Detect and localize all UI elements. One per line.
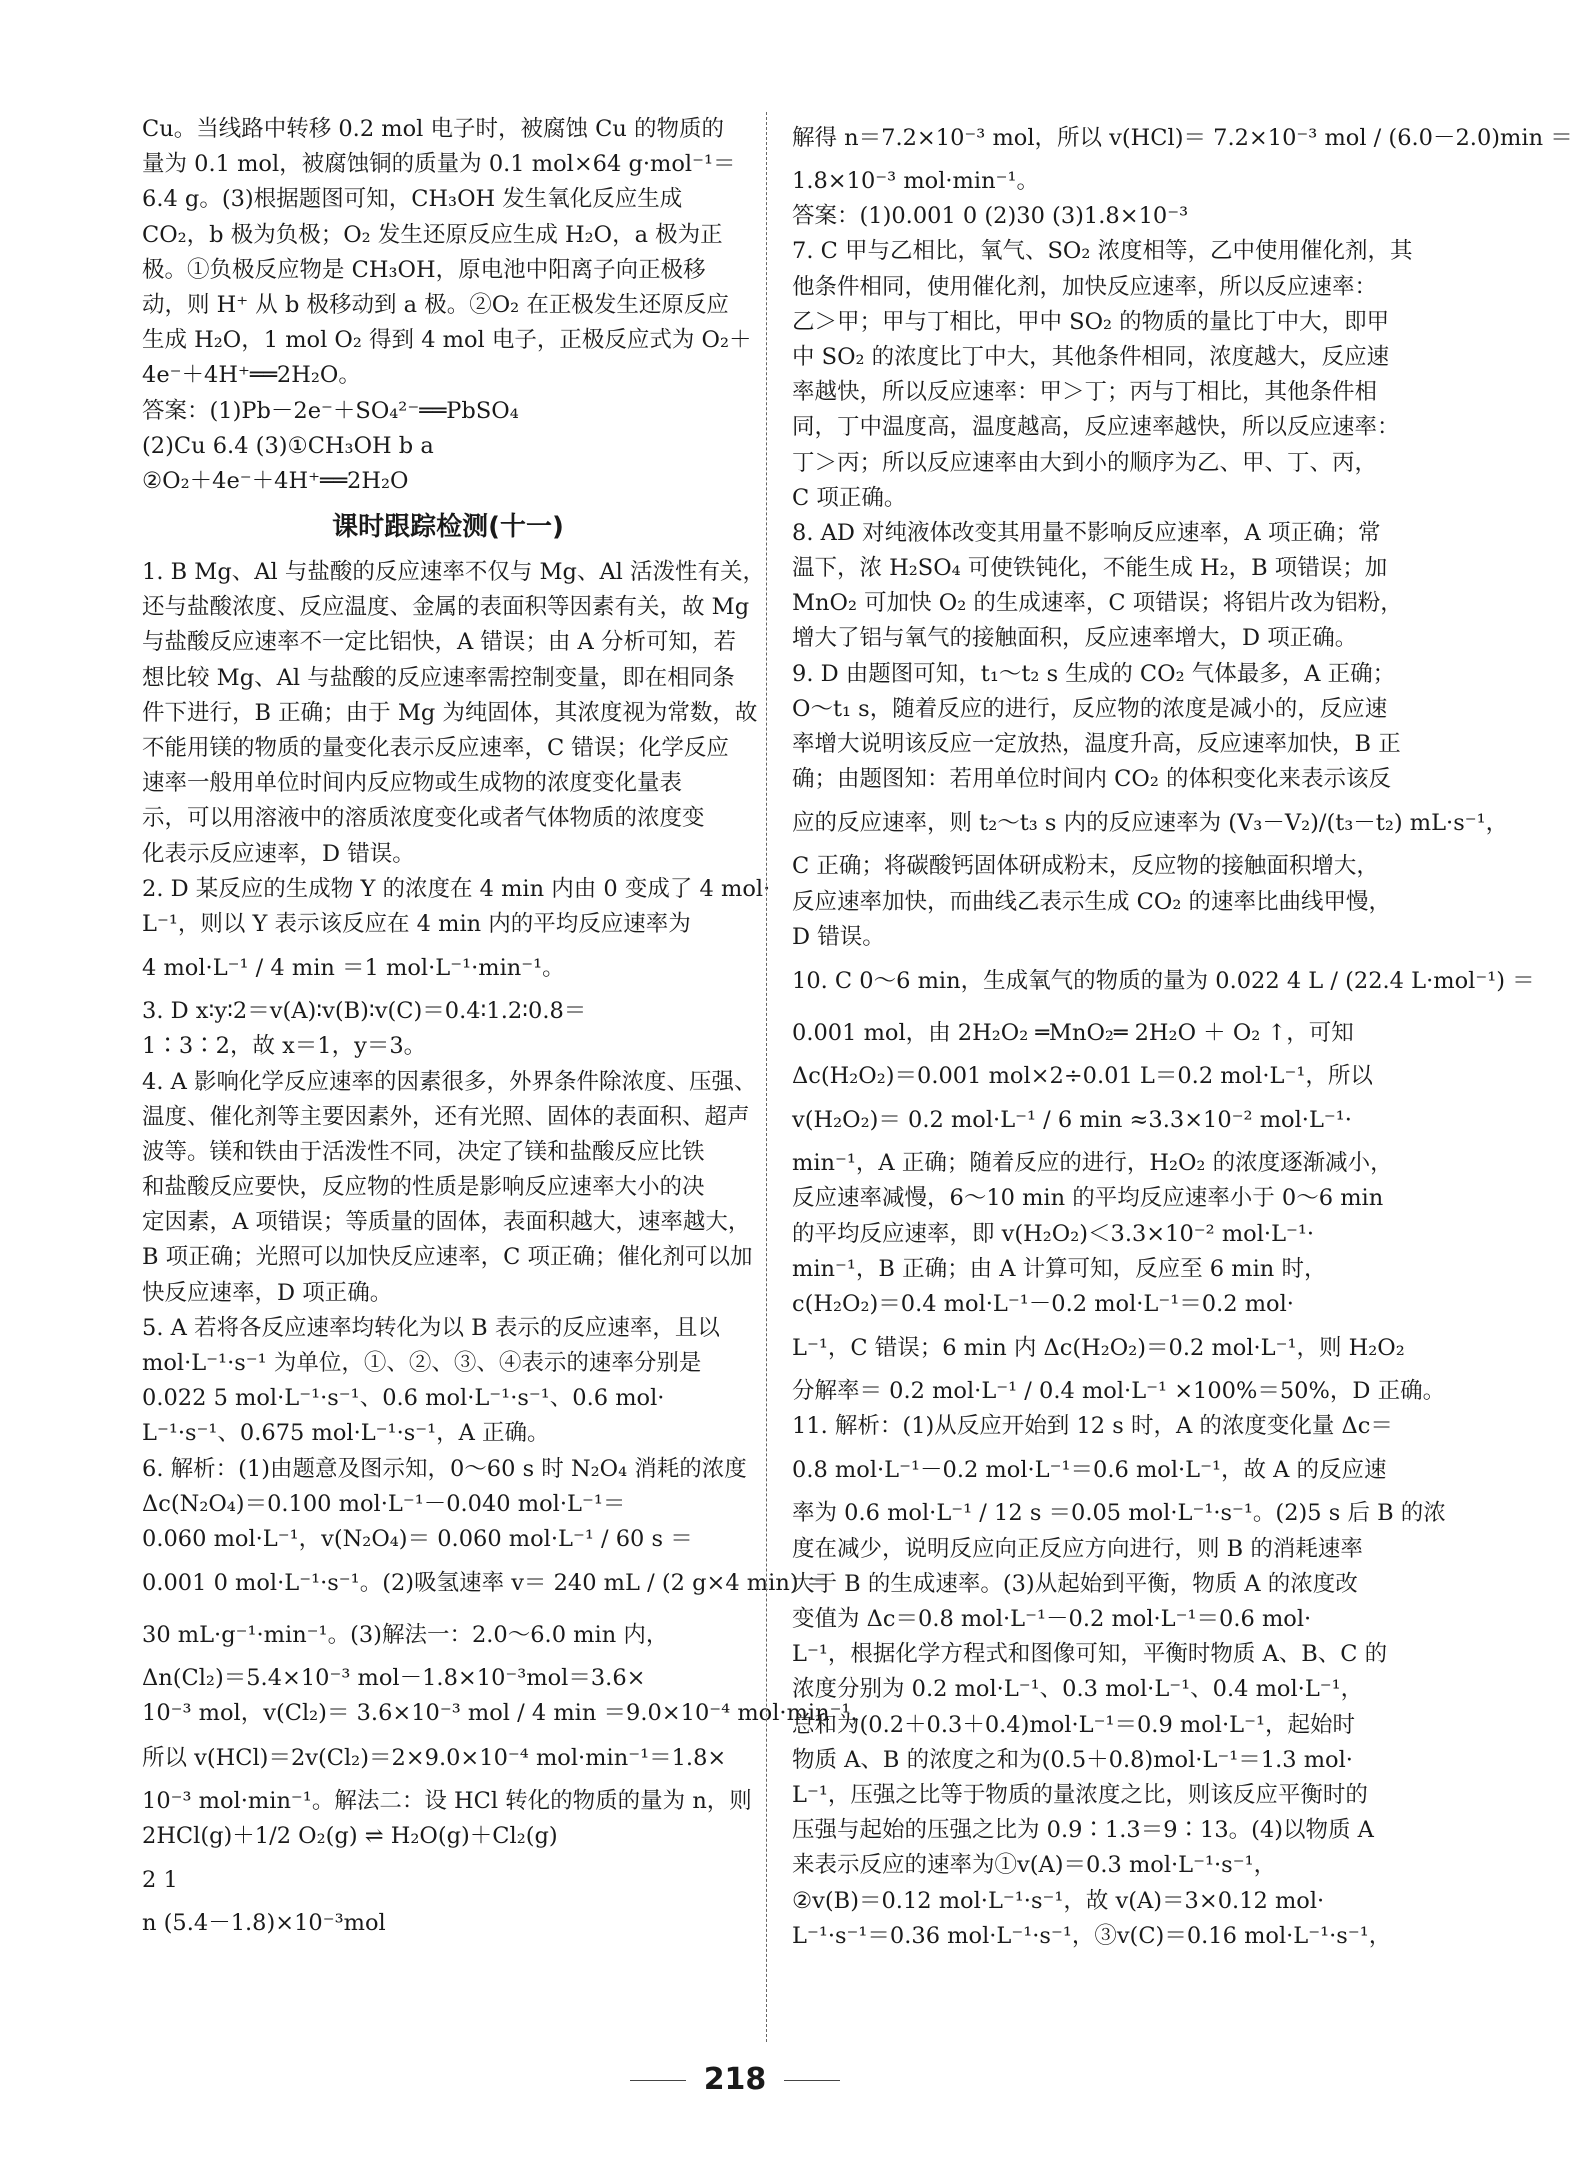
text-line: 波等。镁和铁由于活泼性不同，决定了镁和盐酸反应比铁 <box>142 1138 705 1165</box>
text-line: 2 1 <box>142 1866 178 1893</box>
text-line: 答案：(1)0.001 0 (2)30 (3)1.8×10⁻³ <box>792 203 1189 230</box>
text-line: 件下进行，B 正确；由于 Mg 为纯固体，其浓度视为常数，故 <box>142 699 758 726</box>
text-line: 4e⁻＋4H⁺══2H₂O。 <box>142 362 361 389</box>
text-line: 同，丁中温度高，温度越高，反应速率越快，所以反应速率： <box>792 414 1400 441</box>
text-line: v(H₂O₂)＝ 0.2 mol·L⁻¹ / 6 min ≈3.3×10⁻² mol·L⁻¹· <box>792 1107 1352 1134</box>
text-line: 7. C 甲与乙相比，氧气、SO₂ 浓度相等，乙中使用催化剂，其 <box>792 238 1413 265</box>
text-line: 丁＞丙；所以反应速率由大到小的顺序为乙、甲、丁、丙， <box>792 449 1378 476</box>
text-line: L⁻¹，压强之比等于物质的量浓度之比，则该反应平衡时的 <box>792 1781 1368 1808</box>
text-line: 2HCl(g)＋1/2 O₂(g) ⇌ H₂O(g)＋Cl₂(g) <box>142 1822 558 1849</box>
text-line: D 错误。 <box>792 923 885 950</box>
text-line: 10⁻³ mol·min⁻¹。解法二：设 HCl 转化的物质的量为 n，则 <box>142 1787 752 1814</box>
right-column <box>792 112 1573 1954</box>
text-line: 反应速率加快，而曲线乙表示生成 CO₂ 的速率比曲线甲慢， <box>792 888 1391 915</box>
text-line: 0.001 mol，由 2H₂O₂ ═MnO₂═ 2H₂O ＋ O₂ ↑，可知 <box>792 1019 1354 1046</box>
text-line: 9. D 由题图可知，t₁～t₂ s 生成的 CO₂ 气体最多，A 正确； <box>792 660 1396 687</box>
text-line: 定因素，A 项错误；等质量的固体，表面积越大，速率越大， <box>142 1209 751 1236</box>
text-line: 1.8×10⁻³ mol·min⁻¹。 <box>792 168 1039 194</box>
text-line: 11. 解析：(1)从反应开始到 12 s 时，A 的浓度变化量 Δc＝ <box>792 1413 1393 1440</box>
text-line: min⁻¹，A 正确；随着反应的进行，H₂O₂ 的浓度逐渐减小， <box>792 1150 1393 1177</box>
text-line: 度在减少，说明反应向正反应方向进行，则 B 的消耗速率 <box>792 1535 1363 1562</box>
text-line: 0.8 mol·L⁻¹－0.2 mol·L⁻¹＝0.6 mol·L⁻¹，故 A 的反应速 <box>792 1457 1387 1484</box>
text-line: 示，可以用溶液中的溶质浓度变化或者气体物质的浓度变 <box>142 805 705 832</box>
text-line: 确；由题图知：若用单位时间内 CO₂ 的体积变化来表示该反 <box>792 766 1391 793</box>
text-line: L⁻¹，C 错误；6 min 内 Δc(H₂O₂)＝0.2 mol·L⁻¹，则 H₂O₂ <box>792 1335 1405 1362</box>
text-line: 增大了铝与氧气的接触面积，反应速率增大，D 项正确。 <box>792 625 1358 652</box>
text-line: 6.4 g。(3)根据题图可知，CH₃OH 发生氧化反应生成 <box>142 186 683 213</box>
text-line: L⁻¹·s⁻¹＝0.36 mol·L⁻¹·s⁻¹，③v(C)＝0.16 mol·L⁻¹·s⁻¹， <box>792 1922 1392 1949</box>
text-line: 率为 0.6 mol·L⁻¹ / 12 s ＝0.05 mol·L⁻¹·s⁻¹。(2)5 s 后 B 的浓 <box>792 1500 1446 1527</box>
page-number: 218 <box>703 2062 767 2097</box>
text-line: 1∶3∶2，故 x＝1，y＝3。 <box>142 1033 427 1060</box>
text-line: ②O₂＋4e⁻＋4H⁺══2H₂O <box>142 467 409 494</box>
text-line: 来表示反应的速率为①v(A)＝0.3 mol·L⁻¹·s⁻¹， <box>792 1852 1277 1879</box>
text-line: 想比较 Mg、Al 与盐酸的反应速率需控制变量，即在相同条 <box>142 664 735 691</box>
text-line: 压强与起始的压强之比为 0.9∶1.3＝9∶13。(4)以物质 A <box>792 1817 1374 1844</box>
text-line: 极。①负极反应物是 CH₃OH，原电池中阳离子向正极移 <box>142 256 706 283</box>
text-line: L⁻¹，根据化学方程式和图像可知，平衡时物质 A、B、C 的 <box>792 1641 1388 1668</box>
text-line: (2)Cu 6.4 (3)①CH₃OH b a <box>142 432 434 459</box>
text-line: 的平均反应速率，即 v(H₂O₂)＜3.3×10⁻² mol·L⁻¹· <box>792 1220 1315 1247</box>
text-line: 化表示反应速率，D 错误。 <box>142 840 415 867</box>
text-line: O～t₁ s，随着反应的进行，反应物的浓度是减小的，反应速 <box>792 695 1388 722</box>
text-line: CO₂，b 极为负极；O₂ 发生还原反应生成 H₂O，a 极为正 <box>142 221 723 248</box>
column-divider <box>766 112 767 2042</box>
text-line: 动，则 H⁺ 从 b 极移动到 a 极。②O₂ 在正极发生还原反应 <box>142 291 729 318</box>
text-line: Δn(Cl₂)＝5.4×10⁻³ mol－1.8×10⁻³mol＝3.6× <box>142 1665 646 1692</box>
text-line: ②v(B)＝0.12 mol·L⁻¹·s⁻¹，故 v(A)＝3×0.12 mol· <box>792 1887 1325 1914</box>
text-line: 8. AD 对纯液体改变其用量不影响反应速率，A 项正确；常 <box>792 519 1381 546</box>
text-line: 5. A 若将各反应速率均转化为以 B 表示的反应速率，且以 <box>142 1314 720 1341</box>
text-line: 分解率＝ 0.2 mol·L⁻¹ / 0.4 mol·L⁻¹ ×100%＝50%，D 正确。 <box>792 1378 1446 1405</box>
text-line: L⁻¹·s⁻¹、0.675 mol·L⁻¹·s⁻¹，A 正确。 <box>142 1420 550 1447</box>
text-line: MnO₂ 可加快 O₂ 的生成速率，C 项错误；将铝片改为铝粉， <box>792 590 1403 617</box>
text-line: 4. A 影响化学反应速率的因素很多，外界条件除浓度、压强、 <box>142 1068 757 1095</box>
text-line: 生成 H₂O，1 mol O₂ 得到 4 mol 电子，正极反应式为 O₂＋ <box>142 327 752 354</box>
text-line: 10. C 0～6 min，生成氧气的物质的量为 0.022 4 L / (22.4 L·mol⁻¹) ＝ <box>792 967 1535 994</box>
text-line: 率增大说明该反应一定放热，温度升高，反应速率加快，B 正 <box>792 731 1401 757</box>
section-heading: 课时跟踪检测(十一) <box>332 512 564 543</box>
text-line: Δc(H₂O₂)＝0.001 mol×2÷0.01 L＝0.2 mol·L⁻¹，所以 <box>792 1062 1373 1089</box>
left-column <box>142 112 873 1941</box>
text-line: 答案：(1)Pb－2e⁻＋SO₄²⁻══PbSO₄ <box>142 397 519 424</box>
page-number-footer <box>0 2062 1470 2097</box>
text-line: 量为 0.1 mol，被腐蚀铜的质量为 0.1 mol×64 g·mol⁻¹＝ <box>142 151 736 178</box>
text-line: 不能用镁的物质的量变化表示反应速率，C 错误；化学反应 <box>142 735 729 761</box>
text-line: Δc(N₂O₄)＝0.100 mol·L⁻¹－0.040 mol·L⁻¹＝ <box>142 1490 626 1517</box>
text-line: C 项正确。 <box>792 484 907 511</box>
text-line: 反应速率减慢，6～10 min 的平均反应速率小于 0～6 min <box>792 1185 1384 1212</box>
text-line: 变值为 Δc＝0.8 mol·L⁻¹－0.2 mol·L⁻¹＝0.6 mol· <box>792 1606 1312 1632</box>
text-line: 0.001 0 mol·L⁻¹·s⁻¹。(2)吸氢速率 v＝ 240 mL / (2 g×4 min) ＝ <box>142 1570 829 1597</box>
text-line: 乙＞甲；甲与丁相比，甲中 SO₂ 的物质的量比丁中大，即甲 <box>792 308 1390 335</box>
text-line: 与盐酸反应速率不一定比铝快，A 错误；由 A 分析可知，若 <box>142 629 736 656</box>
text-line: 所以 v(HCl)＝2v(Cl₂)＝2×9.0×10⁻⁴ mol·min⁻¹＝1.8× <box>142 1744 727 1771</box>
text-line: 6. 解析：(1)由题意及图示知，0～60 s 时 N₂O₄ 消耗的浓度 <box>142 1455 747 1482</box>
text-line: 快反应速率，D 项正确。 <box>142 1279 393 1306</box>
text-line: mol·L⁻¹·s⁻¹ 为单位，①、②、③、④表示的速率分别是 <box>142 1350 702 1376</box>
text-line: min⁻¹，B 正确；由 A 计算可知，反应至 6 min 时， <box>792 1255 1327 1282</box>
text-line: 总和为(0.2＋0.3＋0.4)mol·L⁻¹＝0.9 mol·L⁻¹，起始时 <box>792 1711 1355 1738</box>
text-line: 温下，浓 H₂SO₄ 可使铁钝化，不能生成 H₂，B 项错误；加 <box>792 555 1388 582</box>
text-line: 浓度分别为 0.2 mol·L⁻¹、0.3 mol·L⁻¹、0.4 mol·L⁻¹， <box>792 1676 1364 1703</box>
text-line: 30 mL·g⁻¹·min⁻¹。(3)解法一：2.0～6.0 min 内， <box>142 1622 669 1649</box>
text-line: 中 SO₂ 的浓度比丁中大，其他条件相同，浓度越大，反应速 <box>792 343 1390 370</box>
text-line: 1. B Mg、Al 与盐酸的反应速率不仅与 Mg、Al 活泼性有关， <box>142 559 766 586</box>
text-line: 和盐酸反应要快，反应物的性质是影响反应速率大小的决 <box>142 1174 705 1201</box>
text-line: 速率一般用单位时间内反应物或生成物的浓度变化量表 <box>142 770 683 797</box>
text-line: 他条件相同，使用催化剂，加快反应速率，所以反应速率： <box>792 273 1378 300</box>
text-line: L⁻¹，则以 Y 表示该反应在 4 min 内的平均反应速率为 <box>142 910 691 937</box>
text-line: 温度、催化剂等主要因素外，还有光照、固体的表面积、超声 <box>142 1103 750 1130</box>
text-line: 大于 B 的生成速率。(3)从起始到平衡，物质 A 的浓度改 <box>792 1570 1358 1597</box>
text-line: 0.022 5 mol·L⁻¹·s⁻¹、0.6 mol·L⁻¹·s⁻¹、0.6 mol· <box>142 1385 665 1412</box>
text-line: c(H₂O₂)＝0.4 mol·L⁻¹－0.2 mol·L⁻¹＝0.2 mol· <box>792 1290 1294 1317</box>
text-line: 物质 A、B 的浓度之和为(0.5＋0.8)mol·L⁻¹＝1.3 mol· <box>792 1746 1353 1773</box>
text-line: 10⁻³ mol，v(Cl₂)＝ 3.6×10⁻³ mol / 4 min ＝9.0×10⁻⁴ mol·min⁻¹， <box>142 1700 873 1727</box>
text-line: 4 mol·L⁻¹ / 4 min ＝1 mol·L⁻¹·min⁻¹。 <box>142 955 565 982</box>
text-line: 率越快，所以反应速率：甲＞丁；丙与丁相比，其他条件相 <box>792 379 1378 406</box>
text-line: C 正确；将碳酸钙固体研成粉末，反应物的接触面积增大， <box>792 853 1379 880</box>
text-line: 还与盐酸浓度、反应温度、金属的表面积等因素有关，故 Mg <box>142 594 750 621</box>
text-line: 2. D 某反应的生成物 Y 的浓度在 4 min 内由 0 变成了 4 mol· <box>142 875 771 902</box>
text-line: B 项正确；光照可以加快反应速率，C 项正确；催化剂可以加 <box>142 1244 753 1271</box>
text-line: 3. D x∶y∶2＝v(A)∶v(B)∶v(C)＝0.4∶1.2∶0.8＝ <box>142 998 587 1025</box>
text-line: 0.060 mol·L⁻¹，v(N₂O₄)＝ 0.060 mol·L⁻¹ / 60 s ＝ <box>142 1525 693 1552</box>
text-line: 应的反应速率，则 t₂～t₃ s 内的反应速率为 (V₃－V₂)/(t₃－t₂) mL·s⁻¹， <box>792 810 1509 837</box>
text-line: Cu。当线路中转移 0.2 mol 电子时，被腐蚀 Cu 的物质的 <box>142 116 725 142</box>
text-line: n (5.4－1.8)×10⁻³mol <box>142 1909 386 1936</box>
text-line: 解得 n＝7.2×10⁻³ mol，所以 v(HCl)＝ 7.2×10⁻³ mol / (6.0－2.0)min ＝ <box>792 125 1573 151</box>
